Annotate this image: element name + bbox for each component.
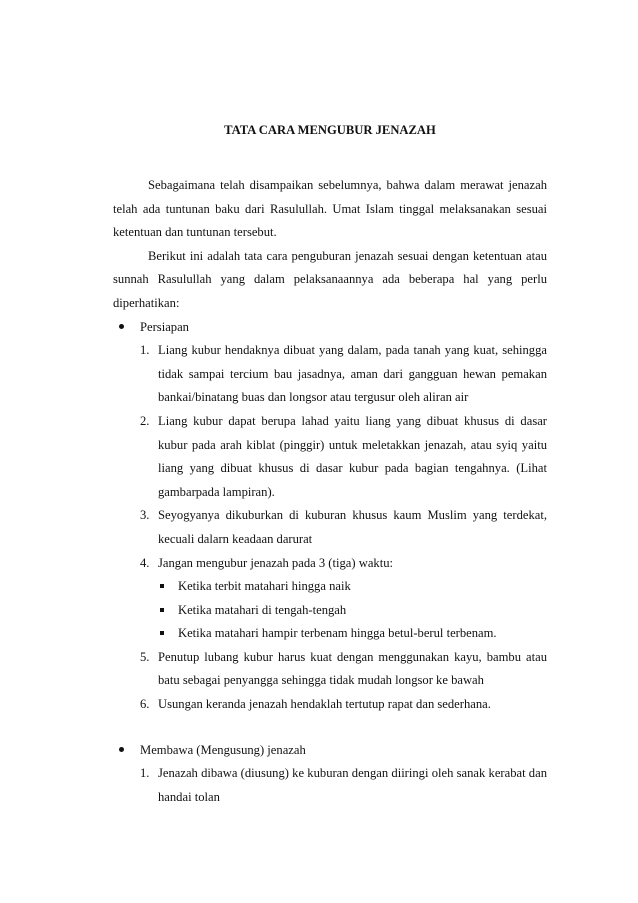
section-membawa-jenazah [113,739,547,810]
item-text: Jangan mengubur jenazah pada 3 (tiga) waktu: [158,555,393,570]
section-list [113,316,547,810]
document-page [113,120,547,809]
section-heading: Membawa (Mengusung) jenazah [140,742,306,757]
item-text: Usungan keranda jenazah hendaklah tertutup rapat dan sederhana. [158,697,491,712]
square-bullet-icon [160,622,164,646]
list-item [140,504,547,551]
item-number: 1. [140,343,150,358]
section-persiapan [113,316,547,717]
numbered-list [140,339,547,717]
item-number: 4. [140,555,150,570]
item-number: 5. [140,649,150,664]
list-item [140,762,547,809]
bullet-icon [116,316,126,340]
square-bullet-icon [160,599,164,623]
sub-list-item [158,622,547,646]
item-text: Liang kubur dapat berupa lahad yaitu liang yang dibuat khusus di dasar kubur pada arah kiblat (pinggir) untuk meletakkan jenazah, atau syiq yaitu liang yang dibuat khusus di dasar kubur pada bagian tengahnya. (Lihat gambarpada lampiran). [158,413,547,499]
list-item [140,552,547,646]
sub-item-text: Ketika matahari hampir terbenam hingga betul-berul terbenam. [178,626,497,641]
sub-list-item [158,575,547,599]
square-bullet-icon [160,575,164,599]
item-number: 3. [140,508,150,523]
intro-paragraph: Sebagaimana telah disampaikan sebelumnya, bahwa dalam merawat jenazah telah ada tuntunan baku dari Rasulullah. Umat Islam tinggal melaksanakan sesuai ketentuan dan tuntunan tersebut. [113,178,547,240]
sub-item-text: Ketika terbit matahari hingga naik [178,579,351,594]
section-heading: Persiapan [140,319,189,334]
list-item [140,339,547,410]
document-title: TATA CARA MENGUBUR JENAZAH [224,123,436,137]
bullet-icon [116,739,126,763]
numbered-list [140,762,547,809]
item-number: 2. [140,413,150,428]
sub-list-item [158,599,547,623]
list-item [140,646,547,693]
item-number: 1. [140,766,150,781]
item-text: Seyogyanya dikuburkan di kuburan khusus kaum Muslim yang terdekat, kecuali dalarn keadaan darurat [158,508,547,546]
time-sub-list [158,575,547,646]
item-text: Jenazah dibawa (diusung) ke kuburan dengan diiringi oleh sanak kerabat dan handai tolan [158,766,547,804]
list-item [140,693,547,717]
item-number: 6. [140,697,150,712]
item-text: Penutup lubang kubur harus kuat dengan menggunakan kayu, bambu atau batu sebagai penyangga sehingga tidak mudah longsor ke bawah [158,649,547,688]
item-text: Liang kubur hendaknya dibuat yang dalam, pada tanah yang kuat, sehingga tidak sampai tercium bau jasadnya, aman dari gangguan hewan pemakan bankai/binatang buas dan longsor atau tergusur oleh aliran air [158,343,547,405]
lead-paragraph: Berikut ini adalah tata cara penguburan jenazah sesuai dengan ketentuan atau sunnah Rasulullah yang dalam pelaksanaannya ada beberapa hal yang perlu diperhatikan: [113,248,547,310]
list-item [140,410,547,504]
sub-item-text: Ketika matahari di tengah-tengah [178,602,347,617]
